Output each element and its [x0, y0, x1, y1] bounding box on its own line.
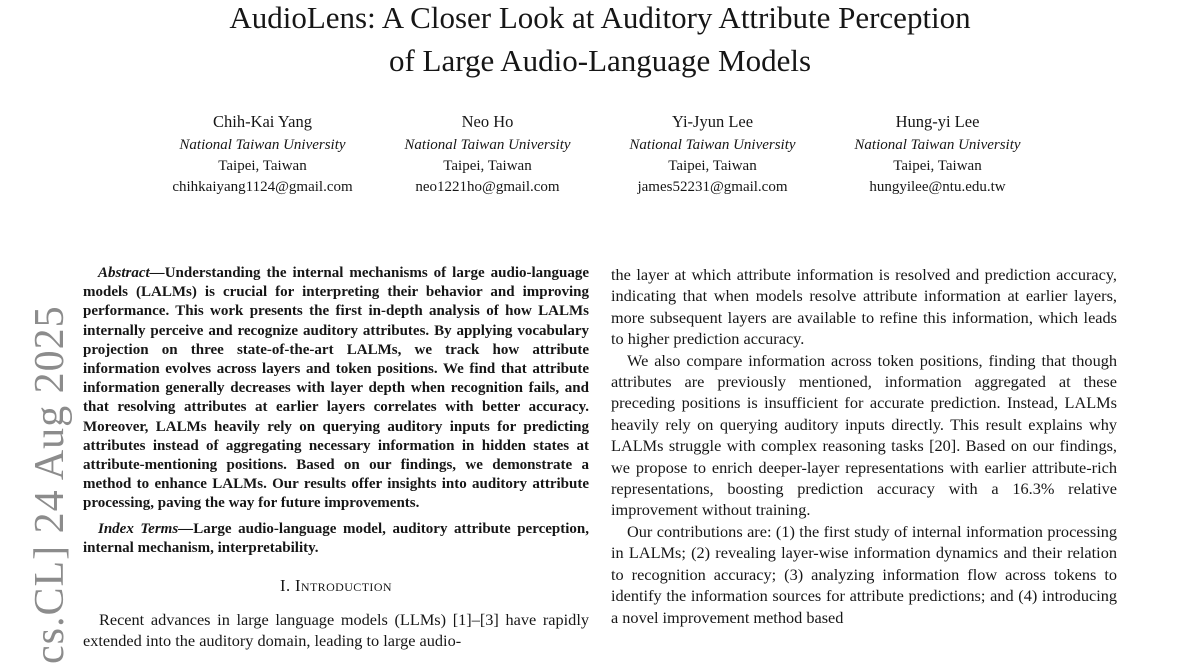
author-email: neo1221ho@gmail.com	[415, 179, 560, 195]
abstract-paragraph	[83, 264, 589, 514]
author-location: Taipei, Taiwan	[218, 158, 307, 174]
author-affiliation: National Taiwan University	[854, 137, 1021, 153]
body-paragraph: We also compare information across token positions, finding that though attributes are previously mentioned, information aggregated at these preceding positions is insufficient for accurate prediction. Instead, LALMs heavily rely on querying auditory inputs directly. This result explains why LALMs struggle with complex reasoning tasks [20]. Based on our findings, we propose to enrich deeper-layer representations with earlier attribute-rich representations, boosting prediction accuracy with a 16.3% relative improvement without training.	[611, 350, 1117, 520]
author-location: Taipei, Taiwan	[893, 158, 982, 174]
author-name: Hung-yi Lee	[895, 112, 980, 131]
paper-title-line1: AudioLens: A Closer Look at Auditory Attribute Perception	[229, 0, 971, 35]
author-name: Chih-Kai Yang	[212, 112, 312, 131]
column-right	[611, 264, 1117, 652]
index-terms-label: Index Terms—	[98, 520, 194, 537]
abstract-text: Understanding the internal mechanisms of large audio-language models (LALMs) is crucial for interpreting their behavior and improving performance. This work presents the first in-depth analysis of how LALMs internally perceive and recognize auditory attributes. By applying vocabulary projection on three state-of-the-art LALMs, we track how attribute information evolves across layers and token positions. We find that attribute information generally decreases with layer depth when recognition fails, and that resolving attributes at earlier layers correlates with better accuracy. Moreover, LALMs heavily rely on querying auditory inputs for predicting attributes instead of aggregating necessary information in hidden states at attribute-mentioning positions. Based on our findings, we demonstrate a method to enhance LALMs. Our results offer insights into auditory attribute processing, paving the way for future improvements.	[83, 265, 589, 512]
column-left	[83, 264, 589, 652]
author-affiliation: National Taiwan University	[179, 137, 346, 153]
body-paragraph: Our contributions are: (1) the first study of internal information processing in LALMs; (2) revealing layer-wise information dynamics and their relation to recognition accuracy; (3) analyzing information flow across tokens to identify the information sources for attribute predictions; and (4) introducing a novel improvement method based	[611, 521, 1117, 627]
two-column-body	[83, 264, 1117, 652]
abstract-label: Abstract—	[98, 265, 165, 281]
author-name: Yi-Jyun Lee	[671, 112, 754, 131]
author-email: james52231@gmail.com	[637, 179, 788, 195]
author-email: hungyilee@ntu.edu.tw	[869, 179, 1006, 195]
paper-title-line2: of Large Audio-Language Models	[388, 43, 812, 78]
author-block-row	[150, 111, 1050, 198]
author-location: Taipei, Taiwan	[443, 158, 532, 174]
paper-title	[0, 0, 1200, 82]
author-affiliation: National Taiwan University	[404, 137, 571, 153]
body-paragraph: the layer at which attribute information is resolved and prediction accuracy, indicating that when models resolve attribute information at earlier layers, more subsequent layers are available to refine this information, which leads to higher prediction accuracy.	[611, 265, 1117, 349]
index-terms-text: Large audio-language model, auditory attribute perception, internal mechanism, interpretability.	[83, 520, 590, 556]
author-block	[600, 111, 825, 198]
author-block	[150, 111, 375, 198]
section-heading-introduction: I. Introduction	[280, 576, 392, 596]
author-name: Neo Ho	[461, 112, 514, 131]
author-block	[375, 111, 600, 198]
index-terms-paragraph	[83, 520, 589, 558]
author-affiliation: National Taiwan University	[629, 137, 796, 153]
arxiv-watermark: cs.CL] 24 Aug 2025	[27, 305, 73, 664]
author-email: chihkaiyang1124@gmail.com	[172, 179, 353, 195]
author-block	[825, 111, 1050, 198]
intro-paragraph: Recent advances in large language models (LLMs) [1]–[3] have rapidly extended into the auditory domain, leading to large audio-	[83, 610, 589, 651]
author-location: Taipei, Taiwan	[668, 158, 757, 174]
